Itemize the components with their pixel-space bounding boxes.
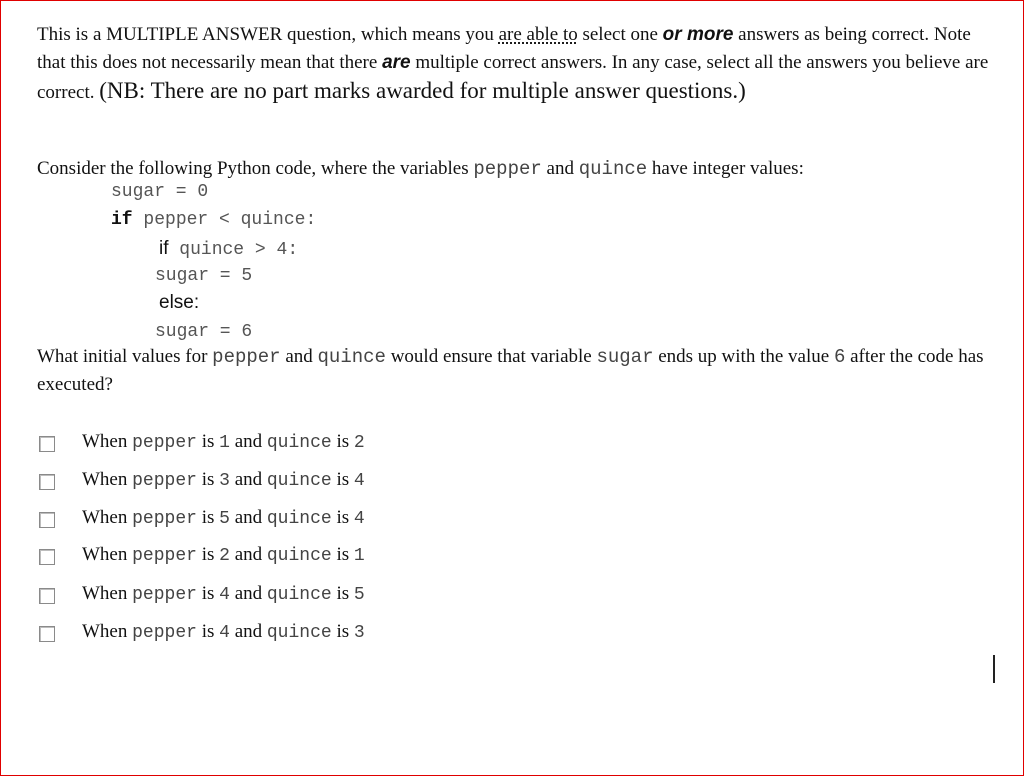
option-value: 3 [353,623,365,643]
option-variable-quince: quince [266,509,332,529]
code-line-1: sugar = 0 [111,182,209,202]
instructions-text-4: multiple correct answers. In any case, select all the answers you believe are correct. [37,52,989,103]
option-variable-pepper: pepper [132,433,197,453]
option-variable-pepper: pepper [132,623,197,643]
question-text-4: ends up with the value [653,346,834,367]
question-variable-pepper: pepper [212,346,281,368]
text-cursor [993,655,995,683]
option-text: is [196,544,220,565]
option-value: 2 [353,433,365,453]
answer-option-3[interactable] [39,504,365,532]
option-variable-quince: quince [266,433,332,453]
code-line-2 [111,210,316,230]
option-text: is [196,469,220,490]
option-text: and [229,544,267,565]
answer-checkbox-3[interactable] [39,512,55,528]
instructions-dotted-text: are able to [498,24,578,45]
option-variable-pepper: pepper [132,471,197,491]
instructions-paragraph [37,21,997,107]
option-value: 3 [219,471,230,491]
question-intro-text-1: Consider the following Python code, where the variables [37,158,474,179]
answer-label-1 [82,431,365,453]
option-variable-quince: quince [266,623,332,643]
option-text: is [196,431,220,452]
answer-option-5[interactable] [39,580,365,608]
question-intro [37,155,997,183]
option-variable-quince: quince [266,471,332,491]
code-line-5 [159,292,199,314]
question-text-2: and [280,346,318,367]
option-text: When [82,469,133,490]
option-text: When [82,621,133,642]
code-keyword-else: else: [159,292,200,313]
variable-quince: quince [578,158,648,180]
answer-label-4 [82,544,365,566]
answer-checkbox-1[interactable] [39,436,55,452]
option-value: 1 [353,546,365,566]
option-text: is [331,507,354,528]
option-text: When [82,544,133,565]
answer-label-5 [82,583,365,605]
option-variable-pepper: pepper [132,509,197,529]
code-line-4: sugar = 5 [155,266,253,286]
answer-option-2[interactable] [39,466,365,494]
question-text-1: What initial values for [37,346,213,367]
answer-checkbox-2[interactable] [39,474,55,490]
answer-checkbox-6[interactable] [39,626,55,642]
answer-option-6[interactable] [39,618,365,646]
instructions-emphasis-are: are [382,52,411,73]
variable-pepper: pepper [473,158,542,180]
answer-checkbox-4[interactable] [39,549,55,565]
option-text: is [196,583,220,604]
option-text: When [82,583,133,604]
question-variable-quince: quince [317,346,386,368]
option-text: is [196,621,220,642]
option-text: and [229,583,267,604]
answer-option-1[interactable] [39,428,365,456]
option-value: 4 [353,471,365,491]
question-variable-sugar: sugar [596,346,654,368]
code-line-6: sugar = 6 [155,322,253,342]
option-value: 5 [353,585,365,605]
option-text: and [229,507,267,528]
option-variable-pepper: pepper [132,585,197,605]
question-value-6: 6 [833,346,846,368]
option-text: is [331,469,354,490]
option-text: When [82,507,133,528]
option-text: is [196,507,220,528]
option-text: is [331,544,354,565]
option-text: is [331,621,354,642]
code-keyword-if: if [111,210,133,230]
instructions-text-1: This is a MULTIPLE ANSWER question, which means you [37,24,499,45]
question-text [37,343,997,398]
answer-label-3 [82,507,365,529]
option-variable-quince: quince [266,546,332,566]
option-value: 2 [219,546,230,566]
instructions-nb-note: (NB: There are no part marks awarded for multiple answer questions.) [99,78,746,103]
option-value: 4 [219,585,230,605]
answer-label-2 [82,469,365,491]
option-value: 4 [353,509,365,529]
option-text: is [331,431,354,452]
option-text: When [82,431,133,452]
option-text: is [331,583,354,604]
code-line-3-rest: quince > 4: [168,240,299,260]
instructions-text-3: answers as being correct. Note that this does not necessarily mean that there [37,24,971,73]
instructions-emphasis-or-more: or more [662,24,734,45]
question-intro-text-2: and [541,158,579,179]
code-keyword-if-nested: if [159,238,169,259]
question-text-5: after the code has executed? [37,346,984,395]
code-line-3 [159,238,298,260]
option-variable-quince: quince [266,585,332,605]
code-line-2-rest: pepper < quince: [132,210,317,230]
option-value: 5 [219,509,230,529]
question-intro-text-3: have integer values: [647,158,804,179]
option-text: and [229,621,267,642]
answer-option-4[interactable] [39,541,365,569]
option-variable-pepper: pepper [132,546,197,566]
answer-label-6 [82,621,365,643]
option-value: 4 [219,623,230,643]
option-value: 1 [219,433,230,453]
question-text-3: would ensure that variable [385,346,597,367]
answer-checkbox-5[interactable] [39,588,55,604]
option-text: and [229,431,267,452]
instructions-text-2: select one [577,24,663,45]
option-text: and [229,469,267,490]
